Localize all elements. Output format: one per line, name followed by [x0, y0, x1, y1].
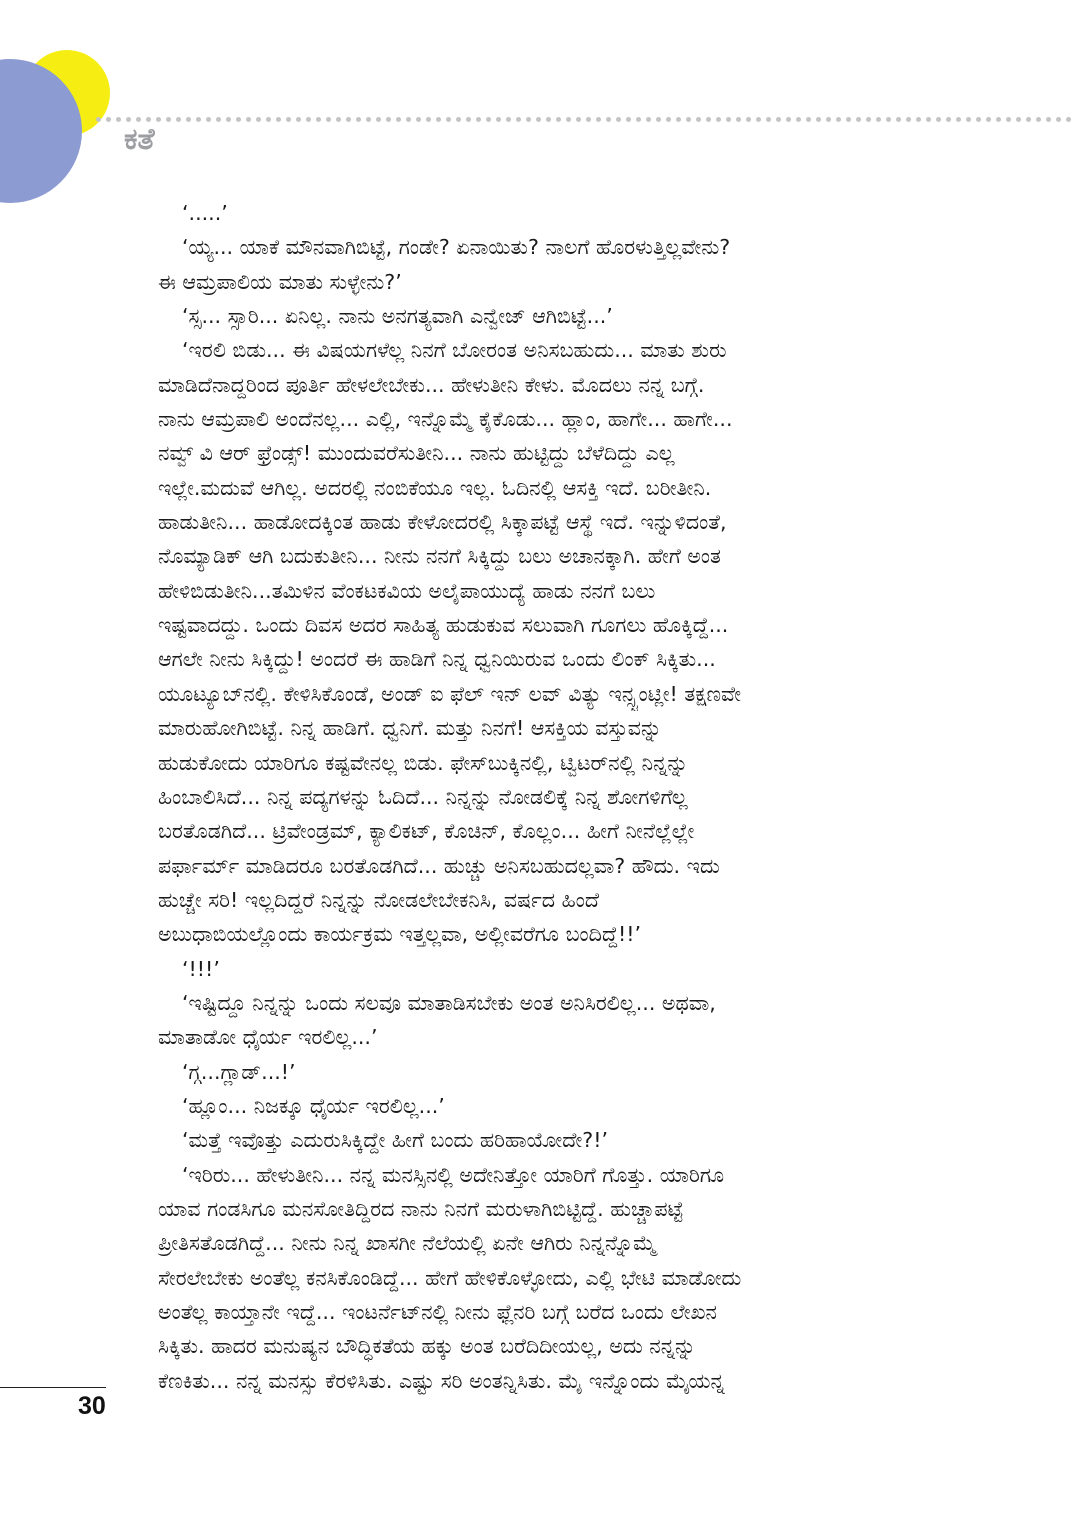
text-line: ‘!!!’ [182, 956, 220, 981]
text-line: ನಾನು ಆಮ್ರಪಾಲಿ ಅಂದೆನಲ್ಲ... ಎಲ್ಲಿ, ಇನ್ನೊಮ್ಮೆ ಕೈಕೊಡು... ಹ್ಲಾಂ, ಹಾಗೇ... ಹಾಗೇ... [158, 407, 733, 432]
text-line: ಯಾವ ಗಂಡಸಿಗೂ ಮನಸೋತಿದ್ದಿರದ ನಾನು ನಿನಗೆ ಮರುಳಾಗಿಬಿಟ್ಟಿದ್ದೆ. ಹುಚ್ಚಾಪಟ್ಟೆ [158, 1196, 684, 1221]
text-line: ಹುಡುಕೋದು ಯಾರಿಗೂ ಕಷ್ಟವೇನಲ್ಲ ಬಿಡು. ಫೇಸ್‌ಬುಕ್ಕಿನಲ್ಲಿ, ಟ್ವಿಟರ್‌ನಲ್ಲಿ ನಿನ್ನನ್ನು [158, 750, 689, 775]
text-line: ‘.....’ [182, 201, 228, 225]
text-line: ಬರತೊಡಗಿದೆ... ಟ್ರಿವೇಂಡ್ರಮ್, ಕ್ಯಾಲಿಕಟ್, ಕೊಚಿನ್, ಕೊಲ್ಲಂ... ಹೀಗೆ ನೀನೆಲ್ಲೆಲ್ಲೇ [158, 819, 695, 844]
header-dotted-rule [96, 117, 1072, 122]
section-label: ಕತೆ [124, 122, 155, 157]
text-line: ‘ಇರಲಿ ಬಿಡು... ಈ ವಿಷಯಗಳೆಲ್ಲ ನಿನಗೆ ಬೋರಂತ ಅನಿಸಬಹುದು... ಮಾತು ಶುರು [182, 338, 727, 363]
text-line: ಹುಚ್ಚೇ ಸರಿ! ಇಲ್ಲದಿದ್ದರೆ ನಿನ್ನನ್ನು ನೋಡಲೇಬೇಕನಿಸಿ, ವರ್ಷದ ಹಿಂದೆ [158, 887, 600, 912]
text-line: ಇಲ್ಲೇ.ಮದುವೆ ಆಗಿಲ್ಲ. ಅದರಲ್ಲಿ ನಂಬಿಕೆಯೂ ಇಲ್ಲ. ಓದಿನಲ್ಲಿ ಆಸಕ್ತಿ ಇದೆ. ಬರೀತೀನಿ. [158, 475, 712, 500]
footer-rule [0, 1387, 106, 1388]
text-line: ‘ಸ್ಸ... ಸ್ಸಾರಿ... ಏನಿಲ್ಲ. ನಾನು ಅನಗತ್ಯವಾಗಿ ಎನ್ವೇಜ್ ಆಗಿಬಿಟ್ಟೆ...’ [182, 304, 613, 329]
text-line: ಆಗಲೇ ನೀನು ಸಿಕ್ಕಿದ್ದು! ಅಂದರೆ ಈ ಹಾಡಿಗೆ ನಿನ್ನ ಧ್ವನಿಯಿರುವ ಒಂದು ಲಿಂಕ್ ಸಿಕ್ಕಿತು... [158, 647, 716, 672]
text-line: ನೊಮ್ಯಾಡಿಕ್ ಆಗಿ ಬದುಕುತೀನಿ... ನೀನು ನನಗೆ ಸಿಕ್ಕಿದ್ದು ಬಲು ಅಚಾನಕ್ಕಾಗಿ. ಹೇಗೆ ಅಂತ [158, 544, 721, 569]
text-line: ಹಾಡುತೀನಿ... ಹಾಡೋದಕ್ಕಿಂತ ಹಾಡು ಕೇಳೋದರಲ್ಲಿ ಸಿಕ್ಕಾಪಟ್ಟೆ ಆಸ್ಥೆ ಇದೆ. ಇನ್ನುಳಿದಂತೆ, [158, 510, 727, 535]
page-number: 30 [78, 1392, 106, 1420]
text-line: ಮಾಡಿದೆನಾದ್ದರಿಂದ ಪೂರ್ತಿ ಹೇಳಲೇಬೇಕು... ಹೇಳುತೀನಿ ಕೇಳು. ಮೊದಲು ನನ್ನ ಬಗ್ಗೆ. [158, 372, 705, 397]
text-line: ಯೂಟ್ಯೂಬ್‌ನಲ್ಲಿ. ಕೇಳಿಸಿಕೊಂಡೆ, ಅಂಡ್ ಐ ಫೆಲ್ ಇನ್ ಲವ್ ವಿತ್ಯು ಇನ್ಸ್ಟಂಟ್ಲೀ! ತಕ್ಷಣವೇ [158, 681, 742, 706]
text-line: ಹಿಂಬಾಲಿಸಿದೆ... ನಿನ್ನ ಪದ್ಯಗಳನ್ನು ಓದಿದೆ... ನಿನ್ನನ್ನು ನೋಡಲಿಕ್ಕೆ ನಿನ್ನ ಶೋಗಳಿಗೆಲ್ಲ [158, 784, 688, 809]
text-line: ಪರ್ಫಾರ್ಮ್ ಮಾಡಿದರೂ ಬರತೊಡಗಿದೆ... ಹುಚ್ಚು ಅನಿಸಬಹುದಲ್ಲವಾ? ಹೌದು. ಇದು [158, 853, 720, 878]
text-line: ಸಿಕ್ಕಿತು. ಹಾದರ ಮನುಷ್ಯನ ಬೌದ್ಧಿಕತೆಯ ಹಕ್ಕು ಅಂತ ಬರೆದಿದೀಯಲ್ಲ, ಅದು ನನ್ನನ್ನು [158, 1334, 696, 1359]
text-line: ಅಬುಧಾಬಿಯಲ್ಲೊಂದು ಕಾರ್ಯಕ್ರಮ ಇತ್ತಲ್ಲವಾ, ಅಲ್ಲೀವರೆಗೂ ಬಂದಿದ್ದೆ!!’ [158, 922, 642, 947]
text-line: ‘ಇರಿರು... ಹೇಳುತೀನಿ... ನನ್ನ ಮನಸ್ಸಿನಲ್ಲಿ ಅದೇನಿತ್ತೋ ಯಾರಿಗೆ ಗೊತ್ತು. ಯಾರಿಗೂ [182, 1162, 725, 1187]
text-line: ‘ಹ್ಲೂಂ... ನಿಜಕ್ಕೂ ಧೈರ್ಯ ಇರಲಿಲ್ಲ...’ [182, 1093, 445, 1118]
text-line: ಮಾರುಹೋಗಿಬಿಟ್ಟೆ. ನಿನ್ನ ಹಾಡಿಗೆ. ಧ್ವನಿಗೆ. ಮತ್ತು ನಿನಗೆ! ಆಸಕ್ತಿಯ ವಸ್ತುವನ್ನು [158, 716, 662, 741]
text-line: ಮಾತಾಡೋ ಧೈರ್ಯ ಇರಲಿಲ್ಲ...’ [158, 1025, 378, 1050]
text-line: ‘ಮತ್ತೆ ಇವೊತ್ತು ಎದುರುಸಿಕ್ಕಿದ್ದೇ ಹೀಗೆ ಬಂದು ಹರಿಹಾಯೋದೇ?!’ [182, 1128, 608, 1153]
text-line: ಕೆಣಕಿತು... ನನ್ನ ಮನಸ್ಸು ಕೆರಳಿಸಿತು. ಎಷ್ಟು ಸರಿ ಅಂತನ್ನಿಸಿತು. ಮೈ ಇನ್ನೊಂದು ಮೈಯನ್ನ [158, 1368, 725, 1393]
text-line: ‘ಯ್ಯ... ಯಾಕೆ ಮೌನವಾಗಿಬಿಟ್ಟೆ, ಗಂಡೇ? ಏನಾಯಿತು? ನಾಲಗೆ ಹೊರಳುತ್ತಿಲ್ಲವೇನು? [182, 235, 731, 260]
text-line: ನವ್ವ್ ವಿ ಆರ್ ಫ್ರೆಂಡ್ಸ್! ಮುಂದುವರೆಸುತೀನಿ... ನಾನು ಹುಟ್ಟಿದ್ದು ಬೆಳೆದಿದ್ದು ಎಲ್ಲ [158, 441, 675, 466]
text-line: ಇಷ್ಟವಾದದ್ದು. ಒಂದು ದಿವಸ ಅದರ ಸಾಹಿತ್ಯ ಹುಡುಕುವ ಸಲುವಾಗಿ ಗೂಗಲು ಹೊಕ್ಕಿದ್ದೆ... [158, 613, 729, 638]
text-line: ಈ ಆಮ್ರಪಾಲಿಯ ಮಾತು ಸುಳ್ಳೇನು?’ [158, 269, 402, 294]
text-line: ‘ಇಷ್ಟಿದ್ದೂ ನಿನ್ನನ್ನು ಒಂದು ಸಲವೂ ಮಾತಾಡಿಸಬೇಕು ಅಂತ ಅನಿಸಿರಲಿಲ್ಲ... ಅಥವಾ, [182, 990, 716, 1015]
text-line: ಸೇರಲೇಬೇಕು ಅಂತೆಲ್ಲ ಕನಸಿಕೊಂಡಿದ್ದೆ... ಹೇಗೆ ಹೇಳಿಕೊಳ್ಳೋದು, ಎಲ್ಲಿ ಭೇಟಿ ಮಾಡೋದು [158, 1265, 742, 1290]
text-line: ‘ಗ್ಗ...ಗ್ಲಾಡ್...!’ [182, 1059, 296, 1084]
text-line: ಅಂತೆಲ್ಲ ಕಾಯ್ತಾನೇ ಇದ್ದೆ... ಇಂಟರ್ನೆಟ್‌ನಲ್ಲಿ ನೀನು ಫ್ಲೆನರಿ ಬಗ್ಗೆ ಬರೆದ ಒಂದು ಲೇಖನ [158, 1300, 717, 1324]
text-line: ಹೇಳಿಬಿಡುತೀನಿ...ತಮಿಳಿನ ವೆಂಕಟಕವಿಯ ಅಲೈಪಾಯುದ್ಯೆ ಹಾಡು ನನಗೆ ಬಲು [158, 578, 656, 603]
text-line: ಪ್ರೀತಿಸತೊಡಗಿದ್ದೆ... ನೀನು ನಿನ್ನ ಖಾಸಗೀ ನೆಲೆಯಲ್ಲಿ ಏನೇ ಆಗಿರು ನಿನ್ನನ್ನೊಮ್ಮೆ [158, 1231, 657, 1256]
story-text [158, 196, 898, 1398]
